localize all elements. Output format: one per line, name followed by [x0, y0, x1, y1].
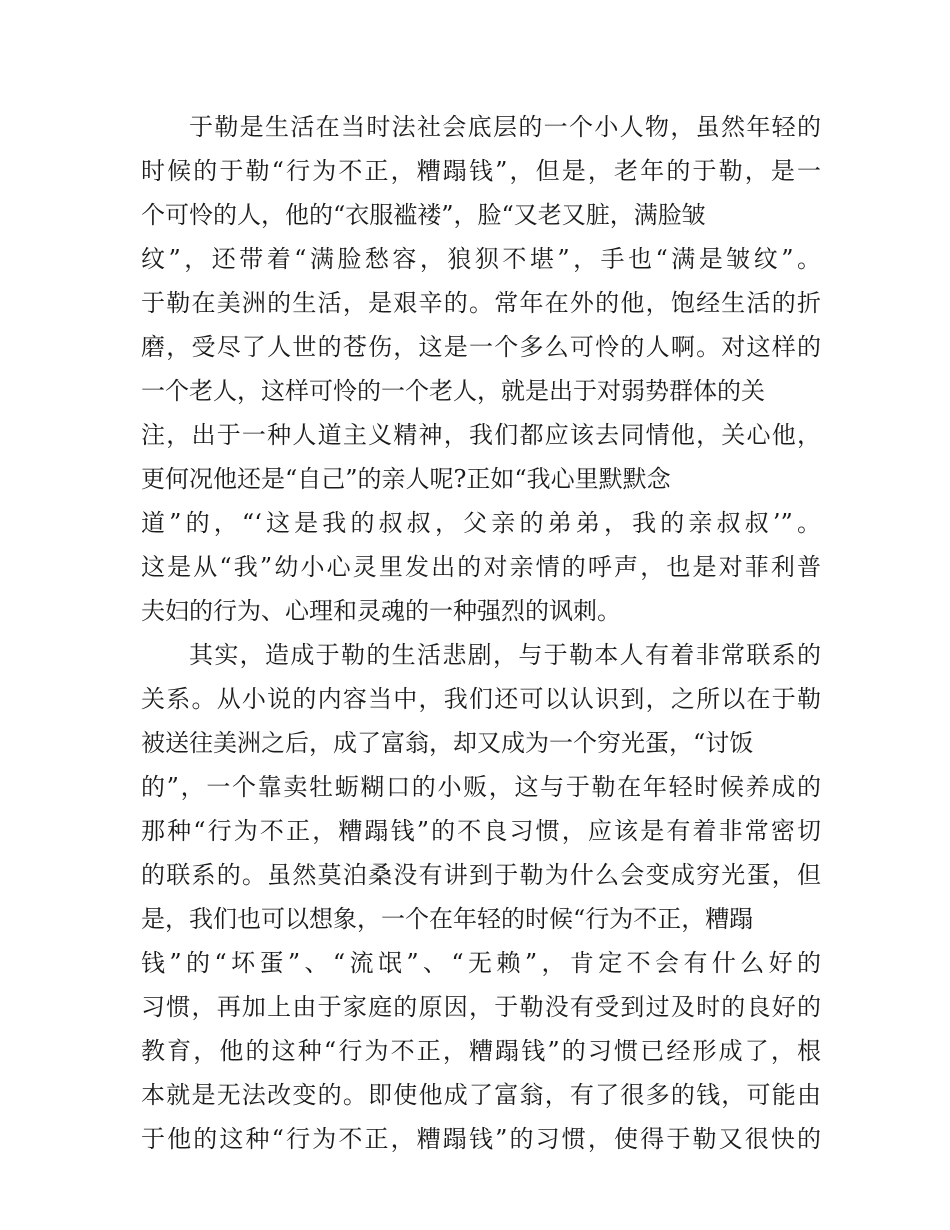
text-line: 纹”，还带着“满脸愁容，狼狈不堪”，手也“满是皱纹”。 [141, 245, 821, 273]
paragraph-2 [141, 633, 821, 1161]
text-line: 于他的这种“行为不正，糟蹋钱”的习惯，使得于勒又很快的 [141, 1125, 821, 1153]
text-line: 教育，他的这种“行为不正，糟蹋钱”的习惯已经形成了，根 [141, 1037, 821, 1065]
text-line: 个可怜的人，他的“衣服褴褛”，脸“又老又脏，满脸皱 [141, 201, 706, 229]
text-line: 于勒是生活在当时法社会底层的一个小人物，虽然年轻的 [189, 113, 821, 141]
text-line: 道”的，“‘这是我的叔叔，父亲的弟弟，我的亲叔叔’”。 [141, 509, 821, 537]
body-text [141, 105, 821, 1161]
text-line: 是，我们也可以想象，一个在年轻的时候“行为不正，糟蹋 [141, 905, 754, 933]
text-line: 时候的于勒“行为不正，糟蹋钱”，但是，老年的于勒，是一 [141, 157, 821, 185]
text-line: 其实，造成于勒的生活悲剧，与于勒本人有着非常联系的 [189, 641, 821, 669]
text-line: 的”，一个靠卖牡蛎糊口的小贩，这与于勒在年轻时候养成的 [141, 773, 821, 801]
text-line: 那种“行为不正，糟蹋钱”的不良习惯，应该是有着非常密切 [141, 817, 821, 845]
text-line: 的联系的。虽然莫泊桑没有讲到于勒为什么会变成穷光蛋，但 [141, 861, 821, 889]
text-line: 更何况他还是“自己”的亲人呢?正如“我心里默默念 [141, 465, 671, 493]
text-line: 夫妇的行为、心理和灵魂的一种强烈的讽刺。 [141, 597, 621, 625]
text-line: 关系。从小说的内容当中，我们还可以认识到，之所以在于勒 [141, 685, 821, 713]
text-line: 这是从“我”幼小心灵里发出的对亲情的呼声，也是对菲利普 [141, 553, 821, 581]
text-line: 一个老人，这样可怜的一个老人，就是出于对弱势群体的关 [141, 377, 765, 405]
text-line: 本就是无法改变的。即使他成了富翁，有了很多的钱，可能由 [141, 1081, 821, 1109]
text-line: 磨，受尽了人世的苍伤，这是一个多么可怜的人啊。对这样的 [141, 333, 821, 361]
text-line: 于勒在美洲的生活，是艰辛的。常年在外的他，饱经生活的折 [141, 289, 821, 317]
text-line: 注，出于一种人道主义精神，我们都应该去同情他，关心他， [141, 421, 821, 449]
paragraph-1 [141, 105, 821, 633]
text-line: 被送往美洲之后，成了富翁，却又成为一个穷光蛋，“讨饭 [141, 729, 754, 757]
text-line: 习惯，再加上由于家庭的原因，于勒没有受到过及时的良好的 [141, 993, 821, 1021]
text-line: 钱”的“坏蛋”、“流氓”、“无赖”，肯定不会有什么好的 [141, 949, 821, 977]
